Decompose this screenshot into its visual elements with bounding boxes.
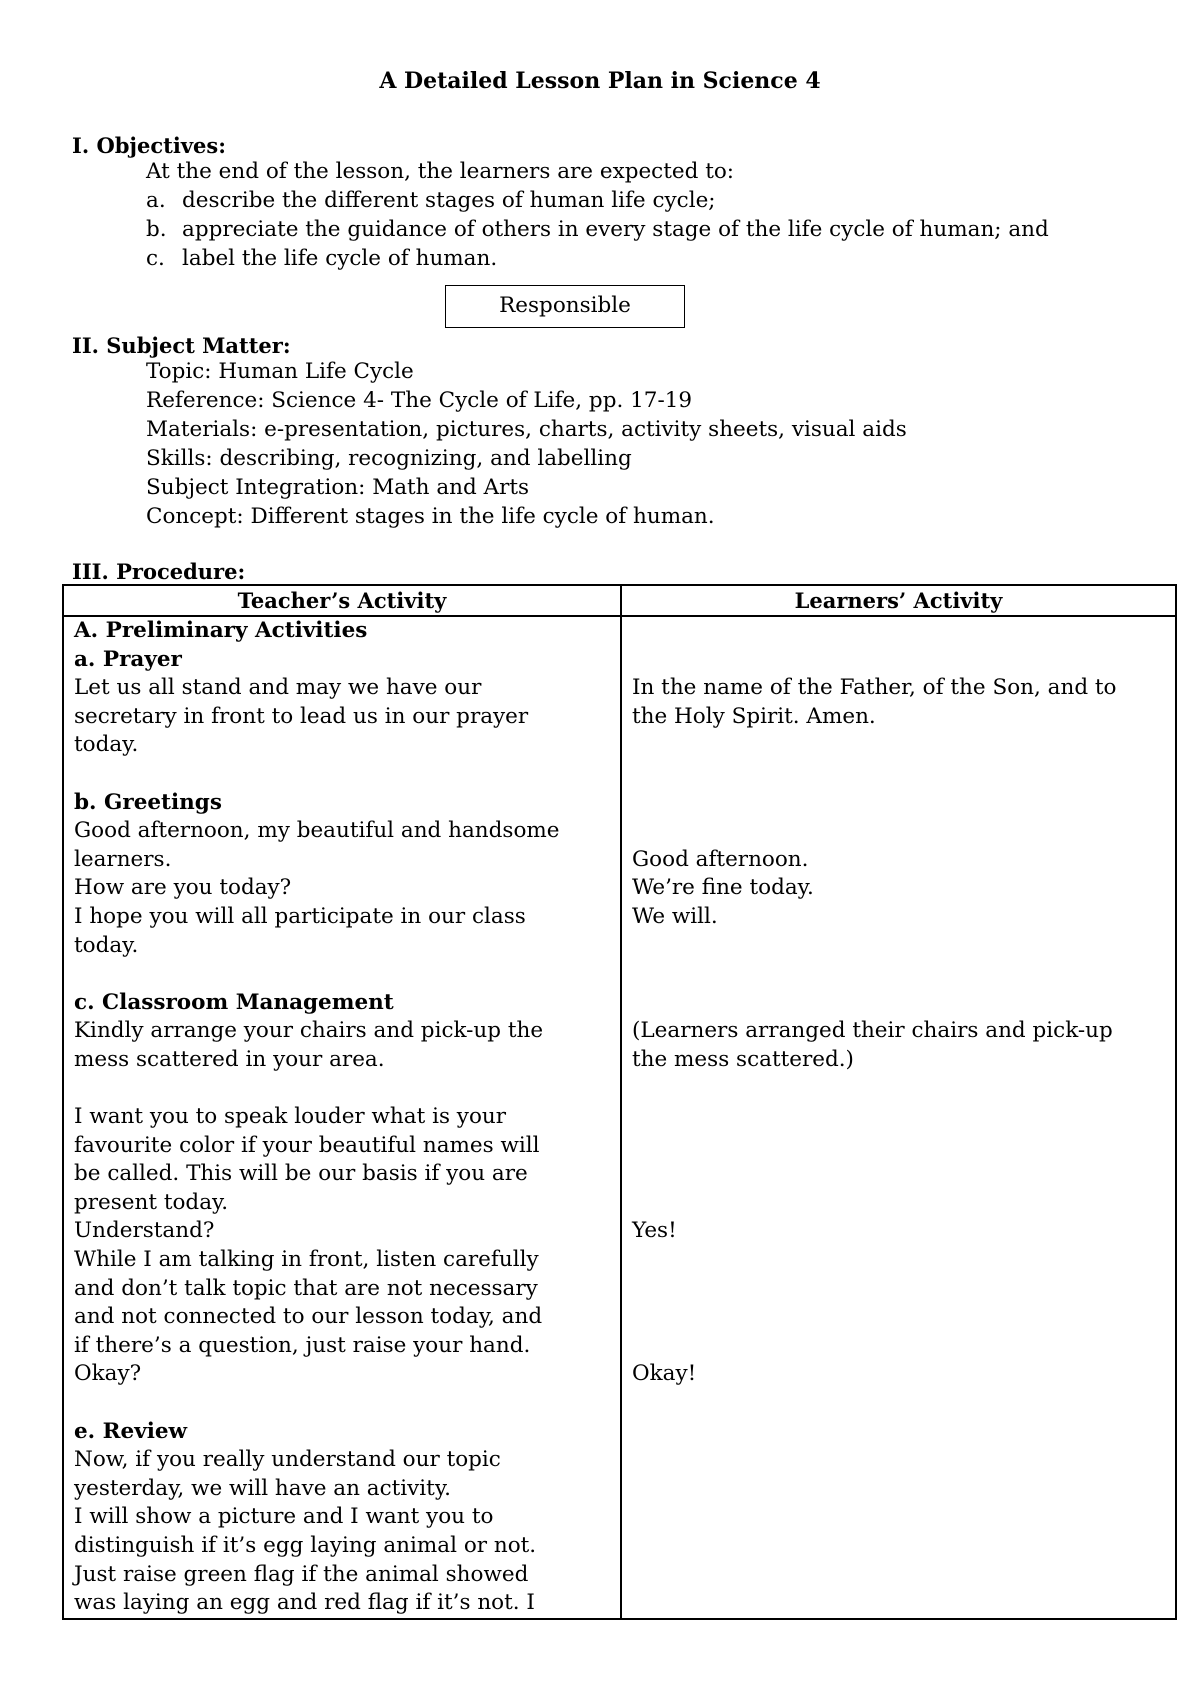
- procedure-heading: III. Procedure:: [72, 559, 246, 584]
- teacher-line: secretary in front to lead us in our prayer: [74, 703, 529, 729]
- learner-line: [632, 960, 1167, 989]
- objective-text: appreciate the guidance of others in every stage of the life cycle of human; and: [182, 217, 1049, 242]
- teacher-line: Now, if you really understand our topic: [74, 1447, 501, 1473]
- learners-activity-cell: [621, 616, 1176, 1619]
- learner-line: Yes!: [632, 1218, 677, 1244]
- teacher-activity-header: Teacher’s Activity: [63, 585, 621, 616]
- teacher-line: present today.: [74, 1189, 229, 1215]
- subject-topic: Topic: Human Life Cycle: [146, 359, 414, 384]
- learner-line: Okay!: [632, 1361, 697, 1387]
- teacher-line: Just raise green flag if the animal showed: [74, 1561, 529, 1587]
- learner-line: [632, 789, 1167, 818]
- section-subheading: e. Review: [74, 1418, 188, 1444]
- procedure-table: [62, 584, 1177, 1620]
- learner-line: (Learners arranged their chairs and pick-up: [632, 1018, 1113, 1044]
- learner-line: the mess scattered.): [632, 1046, 854, 1072]
- teacher-line: if there’s a question, just raise your hand.: [74, 1332, 531, 1358]
- document-title: A Detailed Lesson Plan in Science 4: [379, 68, 821, 94]
- teacher-line: Good afternoon, my beautiful and handsome: [74, 818, 560, 844]
- learners-activity-header: Learners’ Activity: [621, 585, 1176, 616]
- teacher-line: [74, 760, 612, 789]
- teacher-line: and don’t talk topic that are not necessary: [74, 1275, 538, 1301]
- learner-line: [632, 731, 1167, 760]
- subject-reference: Reference: Science 4- The Cycle of Life, pp. 17-19: [146, 388, 693, 413]
- subject-concept: Concept: Different stages in the life cycle of human.: [146, 504, 715, 529]
- teacher-activity-lines: [64, 617, 620, 1618]
- value-box: Responsible: [445, 285, 685, 328]
- objective-text: label the life cycle of human.: [182, 246, 498, 271]
- teacher-line: Understand?: [74, 1218, 215, 1244]
- teacher-line: Kindly arrange your chairs and pick-up the: [74, 1018, 544, 1044]
- teacher-activity-cell: [63, 616, 621, 1619]
- teacher-line: [74, 1075, 612, 1104]
- teacher-line: [74, 960, 612, 989]
- learner-line: In the name of the Father, of the Son, and to: [632, 675, 1117, 701]
- teacher-line: be called. This will be our basis if you are: [74, 1161, 528, 1187]
- teacher-line: learners.: [74, 846, 172, 872]
- teacher-line: I will show a picture and I want you to: [74, 1504, 494, 1530]
- learner-line: the Holy Spirit. Amen.: [632, 703, 876, 729]
- subject-integration: Subject Integration: Math and Arts: [146, 475, 530, 500]
- learner-line: [632, 760, 1167, 789]
- learner-line: [632, 646, 1167, 675]
- procedure-body-row: [63, 616, 1176, 1619]
- teacher-line: mess scattered in your area.: [74, 1046, 385, 1072]
- teacher-line: I hope you will all participate in our class: [74, 903, 526, 929]
- section-subheading: b. Greetings: [74, 789, 222, 815]
- learner-line: [632, 1189, 1167, 1218]
- teacher-line: While I am talking in front, listen carefully: [74, 1247, 539, 1273]
- objective-marker: c.: [146, 246, 165, 271]
- teacher-line: How are you today?: [74, 875, 292, 901]
- learner-line: Good afternoon.: [632, 846, 809, 872]
- teacher-line: favourite color if your beautiful names will: [74, 1132, 540, 1158]
- subject-matter-heading: II. Subject Matter:: [72, 333, 291, 358]
- teacher-line: Let us all stand and may we have our: [74, 675, 482, 701]
- learner-line: We will.: [632, 903, 718, 929]
- teacher-line: today.: [74, 732, 139, 758]
- teacher-line: today.: [74, 932, 139, 958]
- teacher-line: distinguish if it’s egg laying animal or not.: [74, 1533, 537, 1558]
- learner-line: [632, 1160, 1167, 1189]
- learner-line: [632, 817, 1167, 846]
- teacher-line: yesterday, we will have an activity.: [74, 1475, 451, 1501]
- learner-line: [632, 1303, 1167, 1332]
- procedure-header-row: [63, 585, 1176, 616]
- objective-marker: b.: [146, 217, 167, 242]
- learner-line: We’re fine today.: [632, 875, 814, 901]
- objective-text: describe the different stages of human life cycle;: [182, 188, 716, 213]
- learner-line: [632, 1275, 1167, 1304]
- subject-skills: Skills: describing, recognizing, and labelling: [146, 446, 632, 471]
- objectives-heading: I. Objectives:: [72, 133, 226, 158]
- subject-materials: Materials: e-presentation, pictures, charts, activity sheets, visual aids: [146, 417, 907, 442]
- objective-item-a: [146, 187, 716, 215]
- learner-line: [632, 1132, 1167, 1161]
- learner-line: [632, 989, 1167, 1018]
- teacher-line: and not connected to our lesson today, and: [74, 1304, 543, 1330]
- learner-line: [632, 1332, 1167, 1361]
- teacher-line: [74, 1389, 612, 1418]
- learner-line: [632, 617, 1167, 646]
- learner-line: [632, 1103, 1167, 1132]
- section-subheading: a. Prayer: [74, 646, 182, 672]
- objective-marker: a.: [146, 188, 166, 213]
- learners-activity-lines: [622, 617, 1175, 1389]
- objectives-intro: At the end of the lesson, the learners are expected to:: [146, 159, 735, 184]
- objective-item-b: [146, 216, 1049, 244]
- section-subheading: A. Preliminary Activities: [74, 618, 368, 643]
- learner-line: [632, 1246, 1167, 1275]
- section-subheading: c. Classroom Management: [74, 989, 394, 1015]
- teacher-line: I want you to speak louder what is your: [74, 1104, 507, 1130]
- teacher-line: was laying an egg and red flag if it’s not. I: [74, 1590, 535, 1616]
- learner-line: [632, 932, 1167, 961]
- learner-line: [632, 1075, 1167, 1104]
- teacher-line: Okay?: [74, 1361, 142, 1387]
- objective-item-c: [146, 245, 497, 273]
